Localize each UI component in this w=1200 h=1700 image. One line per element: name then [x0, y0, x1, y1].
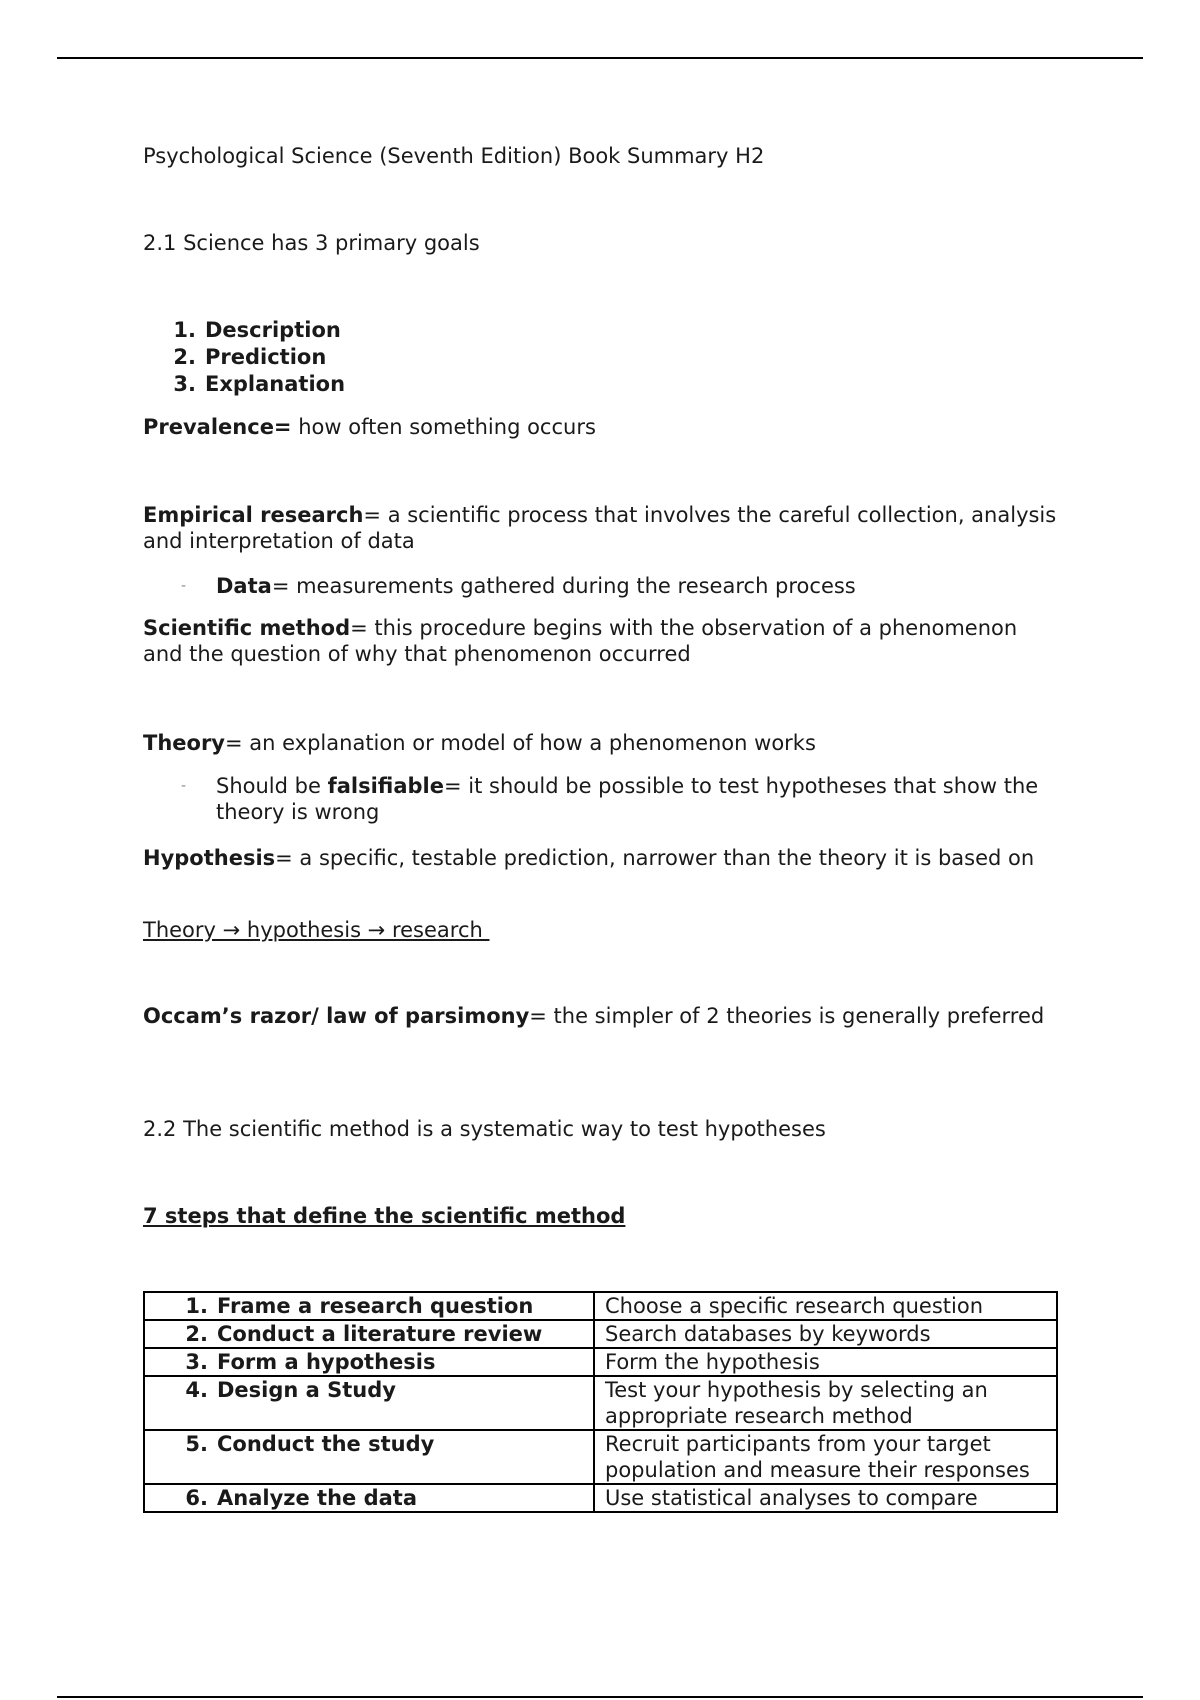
section-2-2-heading: 2.2 The scientific method is a systematic way to test hypotheses [143, 1117, 826, 1141]
falsifiable-bullet: - Should be falsifiable= it should be possible to test hypotheses that show the theory is wrong [181, 774, 1039, 824]
goal-item: 1. Description [173, 318, 341, 342]
table-row [144, 1376, 1057, 1430]
header-rule [57, 57, 1143, 59]
goal-item: 3. Explanation [173, 372, 346, 396]
table-row [144, 1320, 1057, 1348]
prevalence-definition: Prevalence= how often something occurs [143, 415, 596, 439]
table-row [144, 1430, 1057, 1484]
document-title: Psychological Science (Seventh Edition) Book Summary H2 [143, 144, 765, 168]
step-cell: 3. Form a hypothesis [144, 1348, 594, 1376]
step-cell: 2. Conduct a literature review [144, 1320, 594, 1348]
description-cell: Form the hypothesis [594, 1348, 1057, 1376]
table-row [144, 1292, 1057, 1320]
goals-list [143, 317, 943, 398]
description-cell: Test your hypothesis by selecting an appropriate research method [594, 1376, 1057, 1430]
steps-table [143, 1291, 1058, 1513]
description-cell: Search databases by keywords [594, 1320, 1057, 1348]
dash-icon: - [181, 778, 187, 794]
empirical-research-definition: Empirical research= a scientific process that involves the careful collection, analysis and interpretation of data [143, 503, 1057, 553]
description-cell: Choose a specific research question [594, 1292, 1057, 1320]
theory-hypothesis-research-flow: Theory → hypothesis → research [143, 918, 490, 942]
step-cell: 5. Conduct the study [144, 1430, 594, 1484]
step-cell: 4. Design a Study [144, 1376, 594, 1430]
dash-icon: - [181, 578, 187, 594]
table-row [144, 1348, 1057, 1376]
description-cell: Recruit participants from your target population and measure their responses [594, 1430, 1057, 1484]
description-cell: Use statistical analyses to compare [594, 1484, 1057, 1512]
section-2-1-heading: 2.1 Science has 3 primary goals [143, 231, 480, 255]
table-row [144, 1484, 1057, 1512]
steps-title: 7 steps that define the scientific method [143, 1204, 626, 1228]
scientific-method-definition: Scientific method= this procedure begins with the observation of a phenomenon and the question of why that phenomenon occurred [143, 616, 1018, 666]
hypothesis-definition: Hypothesis= a specific, testable prediction, narrower than the theory it is based on [143, 846, 1035, 870]
occams-razor-definition: Occam’s razor/ law of parsimony= the simpler of 2 theories is generally preferred [143, 1004, 1045, 1028]
goal-item: 2. Prediction [173, 345, 327, 369]
footer-rule [57, 1696, 1143, 1698]
theory-definition: Theory= an explanation or model of how a phenomenon works [143, 731, 816, 755]
step-cell: 6. Analyze the data [144, 1484, 594, 1512]
data-bullet: - Data= measurements gathered during the research process [181, 574, 856, 598]
step-cell: 1. Frame a research question [144, 1292, 594, 1320]
